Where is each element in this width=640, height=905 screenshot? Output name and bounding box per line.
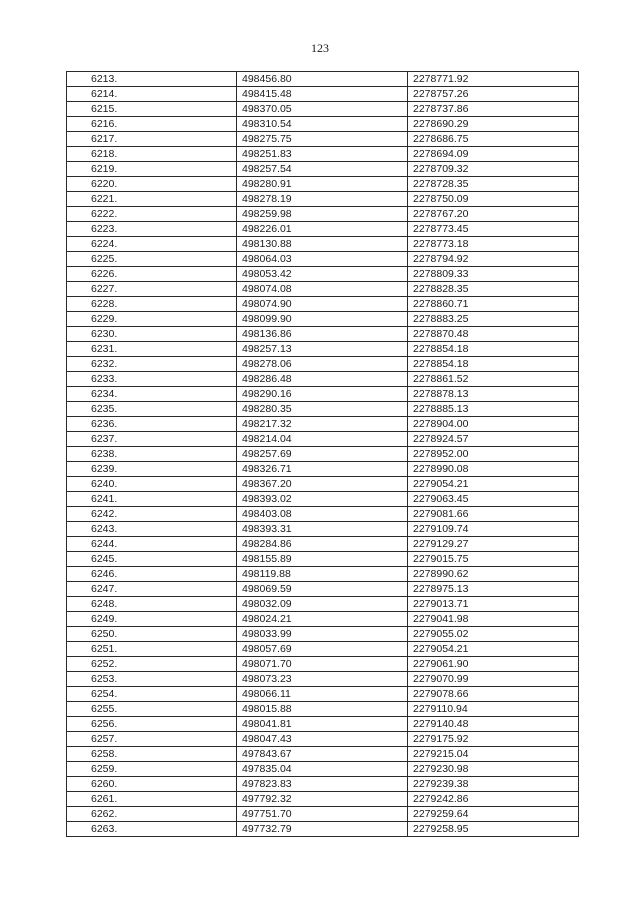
point-number-cell: 6261. <box>67 792 237 807</box>
y-coordinate-cell: 2279078.66 <box>408 687 579 702</box>
y-coordinate-cell: 2279110.94 <box>408 702 579 717</box>
x-coordinate-cell: 498393.02 <box>237 492 408 507</box>
point-number-cell: 6228. <box>67 297 237 312</box>
table-row <box>67 687 579 702</box>
point-number-cell: 6216. <box>67 117 237 132</box>
table-row <box>67 822 579 837</box>
point-number-cell: 6263. <box>67 822 237 837</box>
x-coordinate-cell: 498257.69 <box>237 447 408 462</box>
x-coordinate-cell: 498024.21 <box>237 612 408 627</box>
x-coordinate-cell: 498155.89 <box>237 552 408 567</box>
x-coordinate-cell: 497843.67 <box>237 747 408 762</box>
point-number-cell: 6235. <box>67 402 237 417</box>
y-coordinate-cell: 2279230.98 <box>408 762 579 777</box>
y-coordinate-cell: 2278771.92 <box>408 72 579 87</box>
point-number-cell: 6226. <box>67 267 237 282</box>
y-coordinate-cell: 2279259.64 <box>408 807 579 822</box>
y-coordinate-cell: 2279054.21 <box>408 477 579 492</box>
point-number-cell: 6253. <box>67 672 237 687</box>
table-row <box>67 642 579 657</box>
table-row <box>67 87 579 102</box>
table-row <box>67 102 579 117</box>
table-row <box>67 777 579 792</box>
table-row <box>67 462 579 477</box>
x-coordinate-cell: 498393.31 <box>237 522 408 537</box>
x-coordinate-cell: 498064.03 <box>237 252 408 267</box>
y-coordinate-cell: 2278809.33 <box>408 267 579 282</box>
point-number-cell: 6241. <box>67 492 237 507</box>
table-row <box>67 72 579 87</box>
table-row <box>67 507 579 522</box>
point-number-cell: 6213. <box>67 72 237 87</box>
table-row <box>67 252 579 267</box>
x-coordinate-cell: 497751.70 <box>237 807 408 822</box>
y-coordinate-cell: 2278828.35 <box>408 282 579 297</box>
y-coordinate-cell: 2278686.75 <box>408 132 579 147</box>
y-coordinate-cell: 2278885.13 <box>408 402 579 417</box>
y-coordinate-cell: 2279070.99 <box>408 672 579 687</box>
x-coordinate-cell: 498136.86 <box>237 327 408 342</box>
table-row <box>67 732 579 747</box>
point-number-cell: 6217. <box>67 132 237 147</box>
table-row <box>67 537 579 552</box>
x-coordinate-cell: 498041.81 <box>237 717 408 732</box>
y-coordinate-cell: 2279175.92 <box>408 732 579 747</box>
y-coordinate-cell: 2278860.71 <box>408 297 579 312</box>
x-coordinate-cell: 498015.88 <box>237 702 408 717</box>
x-coordinate-cell: 498119.88 <box>237 567 408 582</box>
table-row <box>67 597 579 612</box>
table-row <box>67 612 579 627</box>
x-coordinate-cell: 498099.90 <box>237 312 408 327</box>
x-coordinate-cell: 498367.20 <box>237 477 408 492</box>
x-coordinate-cell: 498286.48 <box>237 372 408 387</box>
y-coordinate-cell: 2278878.13 <box>408 387 579 402</box>
x-coordinate-cell: 498214.04 <box>237 432 408 447</box>
point-number-cell: 6248. <box>67 597 237 612</box>
point-number-cell: 6219. <box>67 162 237 177</box>
point-number-cell: 6230. <box>67 327 237 342</box>
x-coordinate-cell: 498217.32 <box>237 417 408 432</box>
x-coordinate-cell: 498403.08 <box>237 507 408 522</box>
point-number-cell: 6242. <box>67 507 237 522</box>
x-coordinate-cell: 498310.54 <box>237 117 408 132</box>
table-row <box>67 162 579 177</box>
y-coordinate-cell: 2279258.95 <box>408 822 579 837</box>
y-coordinate-cell: 2278952.00 <box>408 447 579 462</box>
x-coordinate-cell: 497835.04 <box>237 762 408 777</box>
x-coordinate-cell: 498033.99 <box>237 627 408 642</box>
y-coordinate-cell: 2278975.13 <box>408 582 579 597</box>
y-coordinate-cell: 2278728.35 <box>408 177 579 192</box>
table-row <box>67 432 579 447</box>
point-number-cell: 6255. <box>67 702 237 717</box>
table-row <box>67 762 579 777</box>
point-number-cell: 6262. <box>67 807 237 822</box>
y-coordinate-cell: 2278773.45 <box>408 222 579 237</box>
x-coordinate-cell: 498456.80 <box>237 72 408 87</box>
table-row <box>67 117 579 132</box>
y-coordinate-cell: 2278709.32 <box>408 162 579 177</box>
point-number-cell: 6233. <box>67 372 237 387</box>
point-number-cell: 6245. <box>67 552 237 567</box>
x-coordinate-cell: 498130.88 <box>237 237 408 252</box>
y-coordinate-cell: 2278767.20 <box>408 207 579 222</box>
table-row <box>67 402 579 417</box>
y-coordinate-cell: 2279239.38 <box>408 777 579 792</box>
table-row <box>67 807 579 822</box>
point-number-cell: 6238. <box>67 447 237 462</box>
table-row <box>67 702 579 717</box>
table-row <box>67 747 579 762</box>
y-coordinate-cell: 2278854.18 <box>408 342 579 357</box>
page-number: 123 <box>311 41 329 55</box>
table-row <box>67 477 579 492</box>
coordinates-table <box>66 71 579 837</box>
table-row <box>67 297 579 312</box>
x-coordinate-cell: 498257.54 <box>237 162 408 177</box>
x-coordinate-cell: 498066.11 <box>237 687 408 702</box>
y-coordinate-cell: 2278870.48 <box>408 327 579 342</box>
y-coordinate-cell: 2278990.62 <box>408 567 579 582</box>
point-number-cell: 6250. <box>67 627 237 642</box>
coordinates-table-body <box>67 72 579 837</box>
y-coordinate-cell: 2278737.86 <box>408 102 579 117</box>
x-coordinate-cell: 498259.98 <box>237 207 408 222</box>
x-coordinate-cell: 498032.09 <box>237 597 408 612</box>
x-coordinate-cell: 498278.06 <box>237 357 408 372</box>
table-row <box>67 627 579 642</box>
table-row <box>67 222 579 237</box>
point-number-cell: 6215. <box>67 102 237 117</box>
x-coordinate-cell: 498074.08 <box>237 282 408 297</box>
point-number-cell: 6224. <box>67 237 237 252</box>
table-row <box>67 417 579 432</box>
table-row <box>67 447 579 462</box>
y-coordinate-cell: 2279041.98 <box>408 612 579 627</box>
table-row <box>67 792 579 807</box>
x-coordinate-cell: 498280.35 <box>237 402 408 417</box>
y-coordinate-cell: 2279061.90 <box>408 657 579 672</box>
table-row <box>67 492 579 507</box>
y-coordinate-cell: 2278854.18 <box>408 357 579 372</box>
point-number-cell: 6254. <box>67 687 237 702</box>
x-coordinate-cell: 498074.90 <box>237 297 408 312</box>
x-coordinate-cell: 498069.59 <box>237 582 408 597</box>
x-coordinate-cell: 497732.79 <box>237 822 408 837</box>
table-row <box>67 192 579 207</box>
point-number-cell: 6227. <box>67 282 237 297</box>
y-coordinate-cell: 2278690.29 <box>408 117 579 132</box>
x-coordinate-cell: 498226.01 <box>237 222 408 237</box>
table-row <box>67 132 579 147</box>
table-row <box>67 552 579 567</box>
x-coordinate-cell: 497792.32 <box>237 792 408 807</box>
y-coordinate-cell: 2278750.09 <box>408 192 579 207</box>
point-number-cell: 6259. <box>67 762 237 777</box>
point-number-cell: 6221. <box>67 192 237 207</box>
y-coordinate-cell: 2279063.45 <box>408 492 579 507</box>
y-coordinate-cell: 2279129.27 <box>408 537 579 552</box>
table-row <box>67 312 579 327</box>
y-coordinate-cell: 2279055.02 <box>408 627 579 642</box>
y-coordinate-cell: 2278773.18 <box>408 237 579 252</box>
x-coordinate-cell: 498326.71 <box>237 462 408 477</box>
y-coordinate-cell: 2279215.04 <box>408 747 579 762</box>
point-number-cell: 6243. <box>67 522 237 537</box>
x-coordinate-cell: 498047.43 <box>237 732 408 747</box>
x-coordinate-cell: 498278.19 <box>237 192 408 207</box>
y-coordinate-cell: 2278694.09 <box>408 147 579 162</box>
y-coordinate-cell: 2278757.26 <box>408 87 579 102</box>
table-row <box>67 567 579 582</box>
y-coordinate-cell: 2278924.57 <box>408 432 579 447</box>
table-row <box>67 387 579 402</box>
y-coordinate-cell: 2279054.21 <box>408 642 579 657</box>
point-number-cell: 6222. <box>67 207 237 222</box>
y-coordinate-cell: 2279242.86 <box>408 792 579 807</box>
x-coordinate-cell: 498284.86 <box>237 537 408 552</box>
point-number-cell: 6223. <box>67 222 237 237</box>
point-number-cell: 6249. <box>67 612 237 627</box>
x-coordinate-cell: 498073.23 <box>237 672 408 687</box>
point-number-cell: 6234. <box>67 387 237 402</box>
x-coordinate-cell: 498280.91 <box>237 177 408 192</box>
table-row <box>67 327 579 342</box>
y-coordinate-cell: 2279109.74 <box>408 522 579 537</box>
y-coordinate-cell: 2279140.48 <box>408 717 579 732</box>
point-number-cell: 6252. <box>67 657 237 672</box>
point-number-cell: 6258. <box>67 747 237 762</box>
y-coordinate-cell: 2278883.25 <box>408 312 579 327</box>
y-coordinate-cell: 2279013.71 <box>408 597 579 612</box>
table-row <box>67 342 579 357</box>
point-number-cell: 6247. <box>67 582 237 597</box>
table-row <box>67 357 579 372</box>
point-number-cell: 6236. <box>67 417 237 432</box>
table-row <box>67 522 579 537</box>
y-coordinate-cell: 2279015.75 <box>408 552 579 567</box>
point-number-cell: 6220. <box>67 177 237 192</box>
x-coordinate-cell: 498053.42 <box>237 267 408 282</box>
table-row <box>67 582 579 597</box>
point-number-cell: 6251. <box>67 642 237 657</box>
table-row <box>67 267 579 282</box>
point-number-cell: 6225. <box>67 252 237 267</box>
x-coordinate-cell: 498257.13 <box>237 342 408 357</box>
x-coordinate-cell: 498071.70 <box>237 657 408 672</box>
y-coordinate-cell: 2278794.92 <box>408 252 579 267</box>
y-coordinate-cell: 2278990.08 <box>408 462 579 477</box>
table-row <box>67 372 579 387</box>
table-row <box>67 147 579 162</box>
point-number-cell: 6218. <box>67 147 237 162</box>
table-row <box>67 657 579 672</box>
x-coordinate-cell: 498275.75 <box>237 132 408 147</box>
table-row <box>67 207 579 222</box>
x-coordinate-cell: 497823.83 <box>237 777 408 792</box>
y-coordinate-cell: 2278904.00 <box>408 417 579 432</box>
point-number-cell: 6231. <box>67 342 237 357</box>
y-coordinate-cell: 2279081.66 <box>408 507 579 522</box>
y-coordinate-cell: 2278861.52 <box>408 372 579 387</box>
point-number-cell: 6232. <box>67 357 237 372</box>
point-number-cell: 6244. <box>67 537 237 552</box>
table-row <box>67 717 579 732</box>
point-number-cell: 6237. <box>67 432 237 447</box>
point-number-cell: 6257. <box>67 732 237 747</box>
point-number-cell: 6229. <box>67 312 237 327</box>
point-number-cell: 6239. <box>67 462 237 477</box>
point-number-cell: 6260. <box>67 777 237 792</box>
x-coordinate-cell: 498251.83 <box>237 147 408 162</box>
point-number-cell: 6214. <box>67 87 237 102</box>
x-coordinate-cell: 498370.05 <box>237 102 408 117</box>
table-row <box>67 177 579 192</box>
x-coordinate-cell: 498415.48 <box>237 87 408 102</box>
x-coordinate-cell: 498057.69 <box>237 642 408 657</box>
x-coordinate-cell: 498290.16 <box>237 387 408 402</box>
point-number-cell: 6240. <box>67 477 237 492</box>
point-number-cell: 6246. <box>67 567 237 582</box>
table-row <box>67 282 579 297</box>
point-number-cell: 6256. <box>67 717 237 732</box>
table-row <box>67 672 579 687</box>
table-row <box>67 237 579 252</box>
